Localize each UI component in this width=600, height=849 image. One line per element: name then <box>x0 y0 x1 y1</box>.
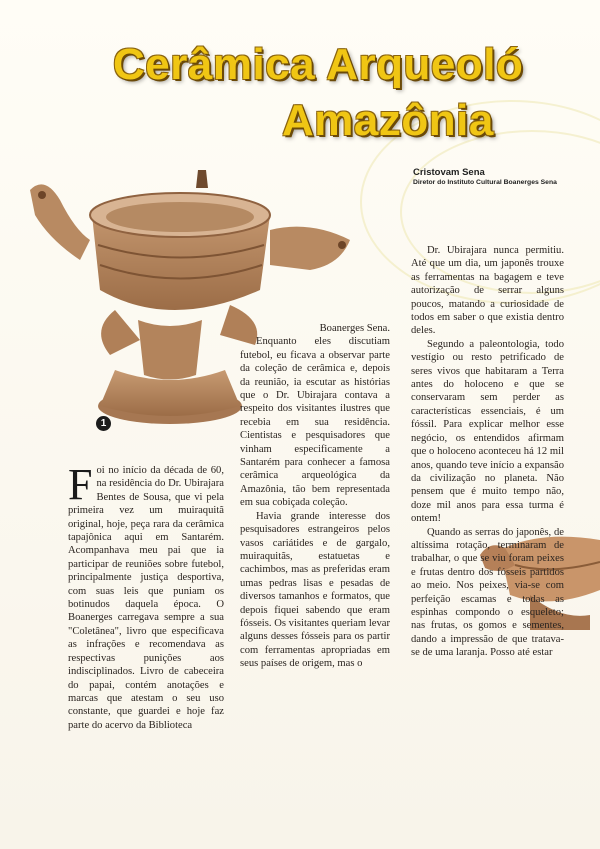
text-column-1 <box>68 460 224 732</box>
paragraph: Segundo a paleontologia, todo vestígio ou resto petrificado de seres vivos que habitaram a Terra antes do holoceno e que se conservaram sem perder as características essenciais, é um fóssil. Para explicar melhor esse negócio, os entendidos afirmam que o holoceno aconteceu há 12 mil anos, quando teve início a expansão da civilização no planeta. Não pensem que é muito tempo não, doze mil anos para essa turma é ontem! <box>411 338 564 525</box>
paragraph: oi no início da década de 60, na residência do Dr. Ubirajara Bentes de Sousa, que vi pela primeira vez um muiraquitã original, hoje, peça rara da cerâmica tapajônica aqui em Santarém. Acompanhava meu pai que ia participar de reuniões sobre futebol, principalmente justiça desportiva, com suas leis que puniam os botinudos daquela época. O Boanerges carregava sempre a sua "Coletânea", livro que especificava as infrações e recomendava as respectivas punições aos indisciplinados. Livro de cabeceira do papai, contém anotações e marcas que atestam o seu uso constante, que guardei e hoje faz parte do acervo da Biblioteca <box>68 465 224 731</box>
paragraph: Enquanto eles discutiam futebol, eu ficava a observar parte da coleção de cerâmica e, depois da reunião, ia escutar as histórias que o Dr. Ubirajara contava a respeito dos visitantes ilustres que recebia em sua residência. Cientistas e pesquisadores que vinham especificamente a Santarém para conhecer a famosa cerâmica arqueológica da Amazônia, tão bem representada em sua cobiçada coleção. <box>240 336 390 509</box>
figure-number-badge: 1 <box>96 416 111 431</box>
paragraph: Boanerges Sena. <box>319 323 390 334</box>
paragraph: Dr. Ubirajara nunca permitiu. Até que um dia, um japonês trouxe as ferramentas na bagagem e teve autorização de serrar alguns poucos, matando a curiosidade de todos em saber o que existia dentro deles. <box>411 245 564 337</box>
paragraph: Havia grande interesse dos pesquisadores estrangeiros pelos vasos cariátides e de gargalo, muiraquitãs, estatuetas e cachimbos, mas as preferidas eram umas pedras lisas e pesadas de diversos tamanhos e formatos, que depois fiquei sabendo que eram fósseis. Os visitantes queriam levar alguns desses fósseis para os partir com ferramentas apropriadas em seus países de origem, mas o <box>240 510 390 670</box>
article-title-line2: Amazônia <box>282 96 494 145</box>
paragraph: Quando as serras do japonês, de altíssima rotação, terminaram de trabalhar, o que se viu foram peixes e frutas dentro dos fósseis partidos ao meio. Nos peixes, via-se com perfeição escamas e todas as espinhas compondo o esqueleto; nas frutas, os gomos e sementes, dando a impressão de que tratava-se de uma laranja. Posso até estar <box>411 526 564 659</box>
author-block <box>413 167 557 186</box>
drop-cap: F <box>68 460 93 509</box>
article-title-line1: Cerâmica Arqueoló <box>113 40 524 89</box>
text-column-3 <box>411 244 564 660</box>
text-column-2 <box>240 322 390 671</box>
author-name: Cristovam Sena <box>413 167 485 178</box>
author-role: Diretor do Instituto Cultural Boanerges Sena <box>413 179 557 186</box>
